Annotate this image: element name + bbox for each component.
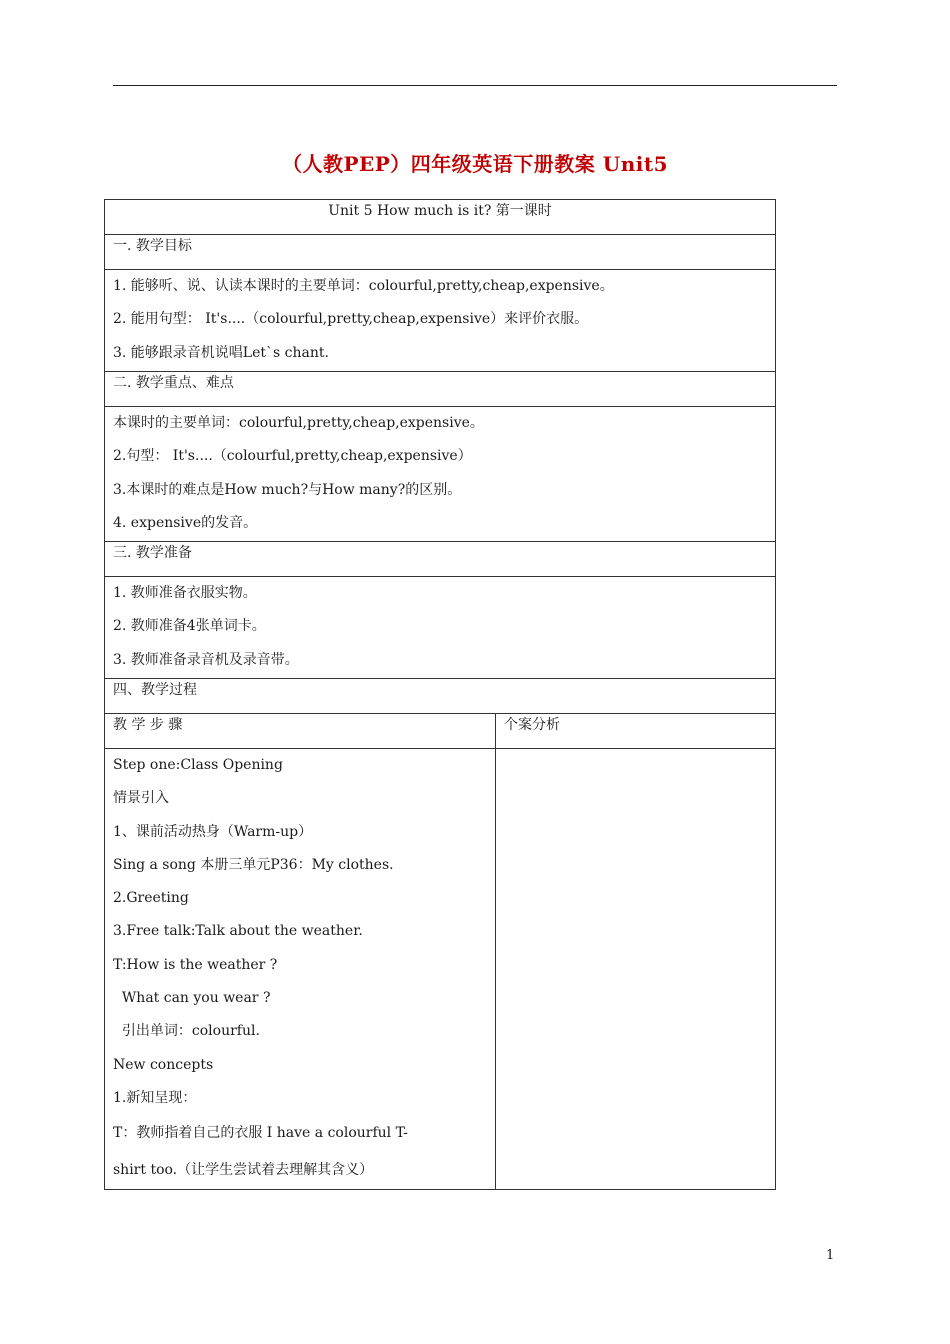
document-title: （人教PEP）四年级英语下册教案 Unit5 xyxy=(281,152,669,176)
text-line: 1、课前活动热身（Warm-up） xyxy=(113,823,313,840)
text-line: 2. 能用句型： It's....（colourful,pretty,cheap,expensive）来评价衣服。 xyxy=(113,311,589,328)
text-line: What can you wear ? xyxy=(113,990,271,1007)
column-header-steps: 教 学 步 骤 xyxy=(105,714,496,749)
page-number: 1 xyxy=(826,1248,835,1263)
section-body-objectives xyxy=(105,270,776,372)
steps-cell xyxy=(105,749,496,1190)
text-line: 2. 教师准备4张单词卡。 xyxy=(113,618,266,635)
section-heading-row xyxy=(105,679,776,714)
section-body-row xyxy=(105,407,776,542)
text-line: 本课时的主要单词：colourful,pretty,cheap,expensive。 xyxy=(113,415,484,431)
process-body-row xyxy=(105,749,776,1190)
section-heading-row xyxy=(105,542,776,577)
header-rule xyxy=(113,85,837,86)
text-line: Step one:Class Opening xyxy=(113,757,283,773)
lesson-plan-table xyxy=(104,199,776,1190)
section-heading-preparation: 三. 教学准备 xyxy=(105,542,776,577)
text-line: 2.句型： It's....（colourful,pretty,cheap,expensive） xyxy=(113,448,472,465)
section-body-preparation xyxy=(105,577,776,679)
analysis-cell xyxy=(496,749,776,1190)
text-line: T：教师指着自己的衣服 I have a colourful T- xyxy=(113,1125,408,1142)
text-line: Sing a song 本册三单元P36：My clothes. xyxy=(113,856,394,873)
text-line: 引出单词：colourful. xyxy=(113,1023,260,1040)
section-heading-key-points: 二. 教学重点、难点 xyxy=(105,372,776,407)
text-line: New concepts xyxy=(113,1056,214,1073)
text-line: T:How is the weather ? xyxy=(113,956,278,973)
text-line: 3.Free talk:Talk about the weather. xyxy=(113,923,363,940)
column-header-analysis: 个案分析 xyxy=(496,714,776,749)
text-line: 3. 教师准备录音机及录音带。 xyxy=(113,651,299,668)
process-column-header-row xyxy=(105,714,776,749)
section-heading-process: 四、教学过程 xyxy=(105,679,776,714)
section-heading-objectives: 一. 教学目标 xyxy=(105,235,776,270)
section-heading-row xyxy=(105,372,776,407)
text-line: 2.Greeting xyxy=(113,890,189,907)
text-line: 1.新知呈现： xyxy=(113,1089,197,1106)
text-line: shirt too.（让学生尝试着去理解其含义） xyxy=(113,1162,374,1179)
section-body-key-points xyxy=(105,407,776,542)
table-title-row xyxy=(105,200,776,235)
table-title: Unit 5 How much is it? 第一课时 xyxy=(105,200,776,235)
text-line: 4. expensive的发音。 xyxy=(113,514,258,531)
section-body-row xyxy=(105,270,776,372)
text-line: 3.本课时的难点是How much?与How many?的区别。 xyxy=(113,481,462,498)
section-heading-row xyxy=(105,235,776,270)
text-line: 3. 能够跟录音机说唱Let`s chant. xyxy=(113,344,329,361)
text-line: 1. 能够听、说、认读本课时的主要单词：colourful,pretty,cheap,expensive。 xyxy=(113,278,614,294)
text-line: 1. 教师准备衣服实物。 xyxy=(113,585,257,601)
section-body-row xyxy=(105,577,776,679)
text-line: 情景引入 xyxy=(113,790,169,807)
